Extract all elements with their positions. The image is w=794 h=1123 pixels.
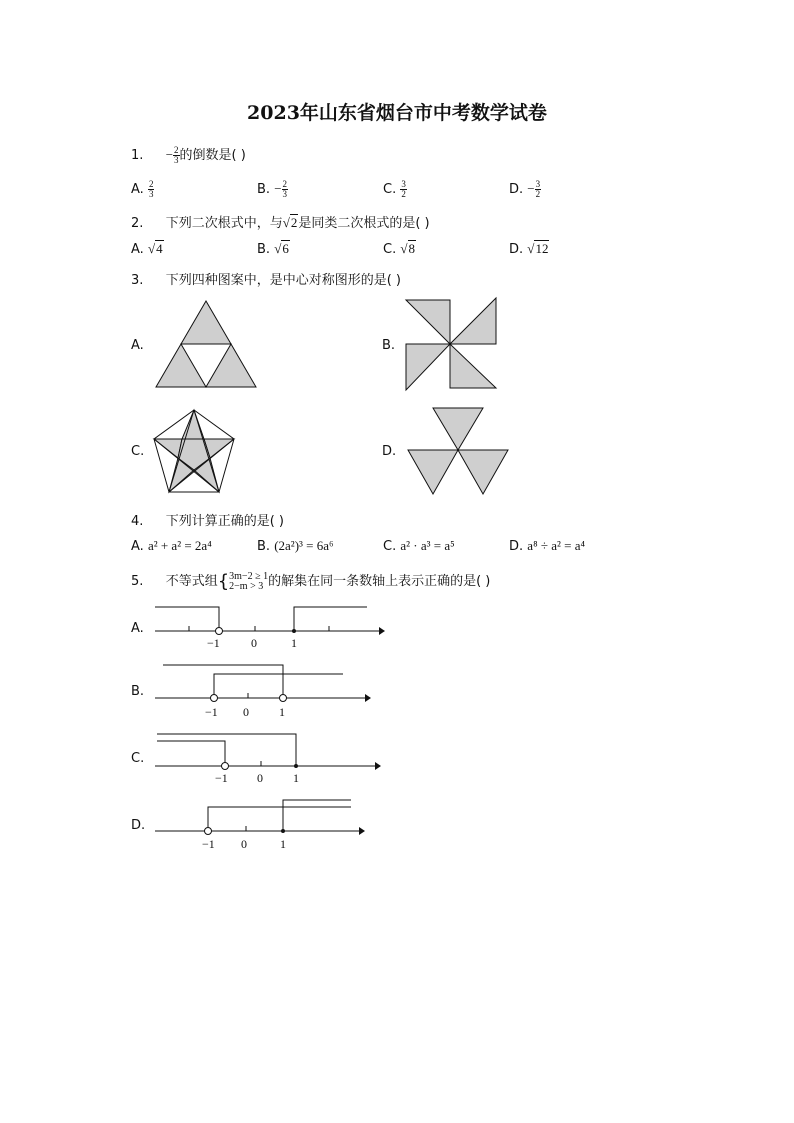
question-1 [131,144,246,165]
stem-radical: √2 [282,215,298,230]
stem-fraction: $\frac{2}{3}$ [174,145,179,165]
q5-option-c-label[interactable]: C. [131,751,145,766]
q5-option-d-label[interactable]: D. [131,818,146,833]
option-expression: a² · a³ = a⁵ [400,538,455,553]
tick-label: 1 [291,636,297,650]
stem-text: 的倒数是( ) [179,148,246,163]
pentagram-figure[interactable] [152,408,236,494]
inequality-system: 3m−2 ≥ 1 2−m > 3 [229,570,269,592]
option-label: A. [131,242,144,257]
three-triangles-figure[interactable] [407,406,509,496]
option-label: B. [257,182,271,197]
option-label: C. [383,242,397,257]
q4-option-c[interactable] [383,538,455,554]
q3-option-c-label[interactable]: C. [131,444,145,459]
option-expression: (2a²)³ = 6a⁶ [274,538,334,553]
q3-option-a-label[interactable]: A. [131,338,144,353]
tick-label: 1 [280,837,286,851]
option-label: C. [383,539,397,554]
question-3 [131,269,401,288]
q3-option-d-label[interactable]: D. [382,444,397,459]
tick-label: −1 [205,705,218,719]
tick-label: 1 [293,771,299,785]
option-label: D. [509,539,524,554]
q4-option-b[interactable] [257,538,334,554]
option-expression: a⁸ ÷ a² = a⁴ [527,538,586,553]
tick-label: 0 [257,771,263,785]
number-line-c[interactable] [155,730,385,780]
question-number: 5. [131,574,144,589]
page-title: 2023年山东省烟台市中考数学试卷 [247,102,547,124]
number-line-b[interactable] [155,662,385,712]
pinwheel-figure[interactable] [404,298,500,392]
stem-text: 的解集在同一条数轴上表示正确的是( ) [268,574,491,589]
q1-option-c[interactable]: C. $\frac{3}{2}$ [383,179,406,199]
q5-option-a-label[interactable]: A. [131,621,144,636]
q1-option-a[interactable]: A. $\frac{2}{3}$ [131,179,154,199]
option-label: B. [257,242,271,257]
number-line-d[interactable] [155,795,385,845]
tick-label: −1 [207,636,220,650]
tick-label: 0 [241,837,247,851]
option-label: D. [509,242,524,257]
q2-option-d[interactable]: D. √12 [509,241,549,257]
q4-option-d[interactable] [509,538,585,554]
q2-option-b[interactable]: B. √6 [257,241,289,257]
stem-sign: − [165,147,174,162]
stem-text: 不等式组 [165,574,218,589]
tick-label: −1 [202,837,215,851]
q5-option-b-label[interactable]: B. [131,684,145,699]
q2-option-a[interactable]: A. √4 [131,241,163,257]
question-5 [131,570,490,592]
tick-label: −1 [215,771,228,785]
tick-label: 0 [251,636,257,650]
option-label: C. [383,182,397,197]
tick-label: 0 [243,705,249,719]
question-number: 1. [131,148,144,163]
stem-text: 下列四种图案中，是中心对称图形的是( ) [165,273,401,288]
question-2 [131,212,430,231]
question-number: 2. [131,216,144,231]
option-label: D. [509,182,524,197]
stem-text: 是同类二次根式的是( ) [298,216,430,231]
number-line-a[interactable] [155,602,385,652]
option-label: A. [131,182,144,197]
q2-option-c[interactable]: C. √8 [383,241,415,257]
q1-option-b[interactable]: B. − $\frac{2}{3}$ [257,179,288,199]
triforce-figure[interactable] [154,299,258,389]
q4-option-a[interactable] [131,538,212,554]
stem-text: 下列二次根式中，与 [165,216,283,231]
q3-option-b-label[interactable]: B. [382,338,396,353]
brace-icon: { [217,571,230,592]
question-number: 4. [131,514,144,529]
stem-text: 下列计算正确的是( ) [165,514,284,529]
option-label: B. [257,539,271,554]
question-number: 3. [131,273,144,288]
option-expression: a² + a² = 2a⁴ [147,538,212,553]
tick-label: 1 [279,705,285,719]
q1-option-d[interactable]: D. − $\frac{3}{2}$ [509,179,541,199]
question-4 [131,510,284,529]
option-label: A. [131,539,144,554]
